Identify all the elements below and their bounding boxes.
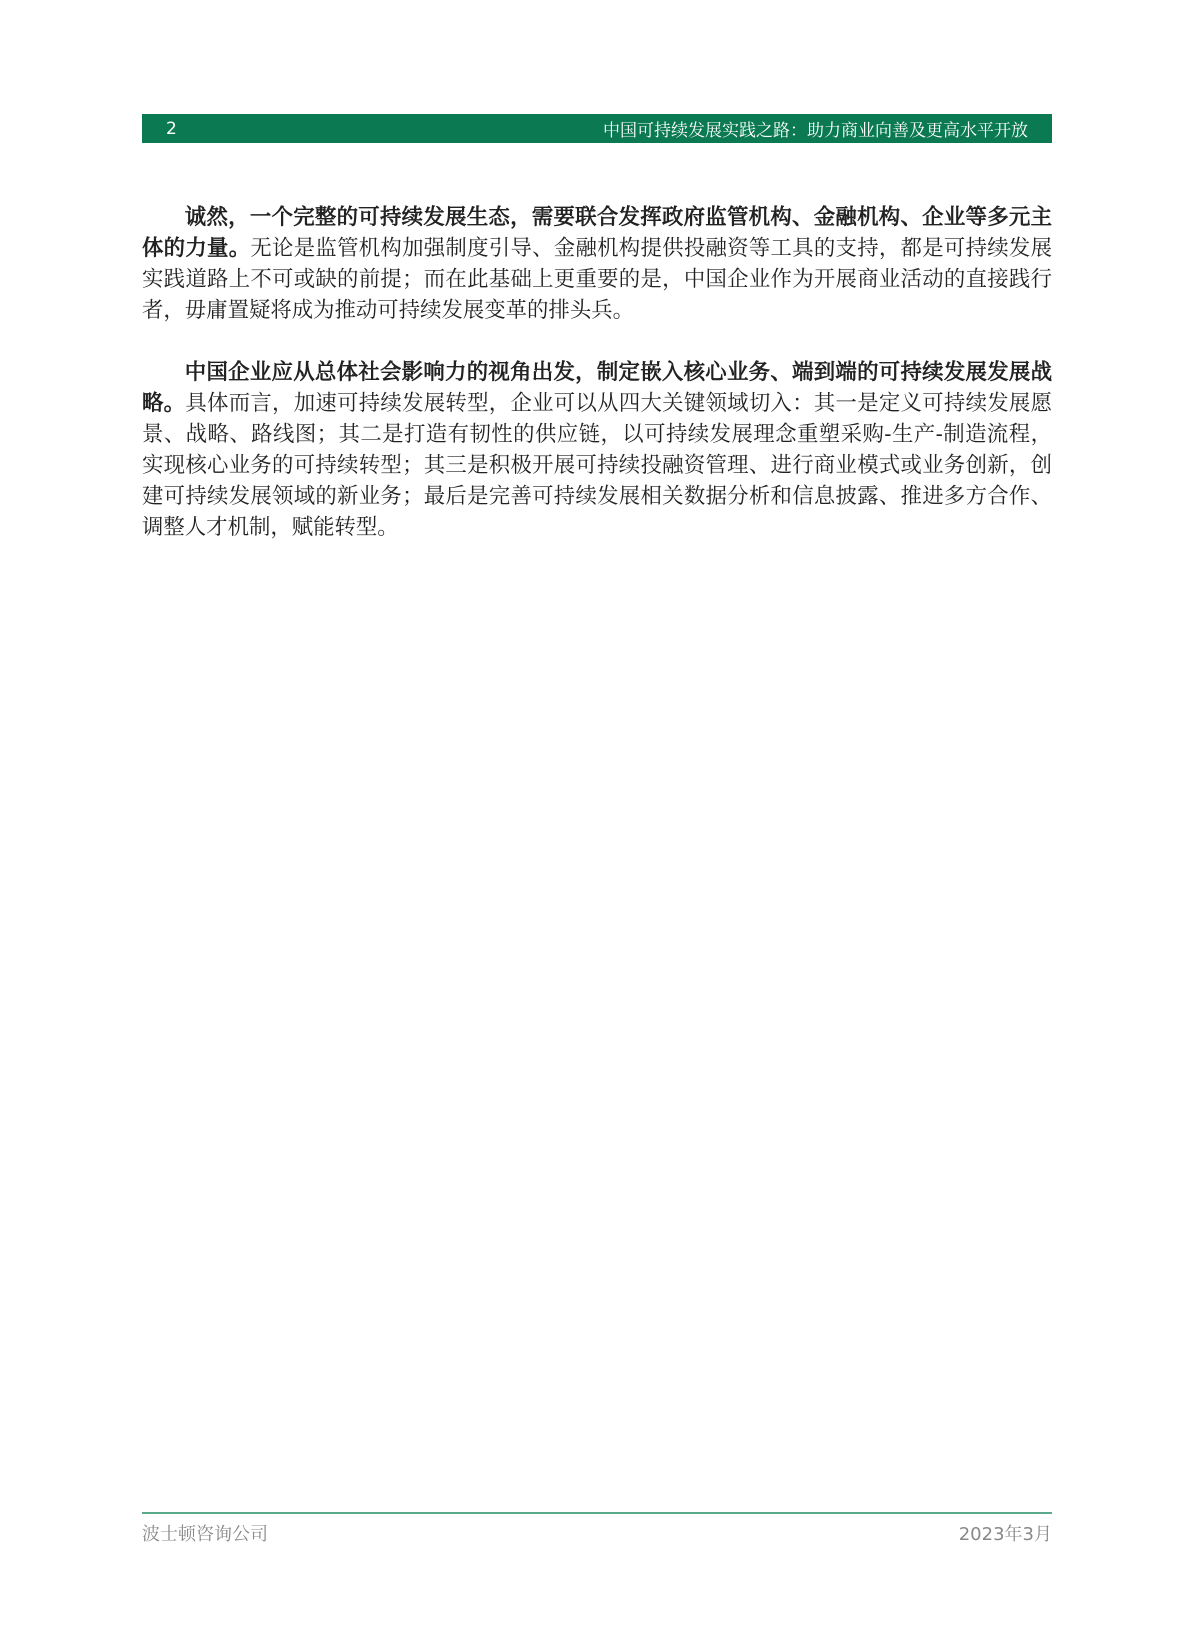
footer-divider — [142, 1512, 1052, 1514]
footer-date: 2023年3月 — [958, 1524, 1052, 1545]
paragraph-body: 无论是监管机构加强制度引导、金融机构提供投融资等工具的支持，都是可持续发展实践道路上不可或缺的前提；而在此基础上更重要的是，中国企业作为开展商业活动的直接践行者，毋庸置疑将成为推动可持续发展变革的排头兵。 — [142, 236, 1052, 323]
page-number: 2 — [166, 118, 177, 139]
paragraph — [142, 357, 1052, 543]
paragraph-lead: 诚然，一个完整的可持续发展生态，需要联合发挥政府监管机构、金融机构、企业等多元主体的力量。 — [142, 205, 1052, 261]
paragraph — [142, 202, 1052, 326]
body-text — [142, 202, 1052, 574]
footer-company: 波士顿咨询公司 — [142, 1524, 268, 1545]
running-header — [142, 114, 1052, 143]
paragraph-body: 具体而言，加速可持续发展转型，企业可以从四大关键领域切入：其一是定义可持续发展愿景、战略、路线图；其二是打造有韧性的供应链，以可持续发展理念重塑采购-生产-制造流程，实现核心业务的可持续转型；其三是积极开展可持续投融资管理、进行商业模式或业务创新，创建可持续发展领域的新业务；最后是完善可持续发展相关数据分析和信息披露、推进多方合作、调整人才机制，赋能转型。 — [142, 391, 1052, 540]
paragraph-lead: 中国企业应从总体社会影响力的视角出发，制定嵌入核心业务、端到端的可持续发展发展战略。 — [142, 360, 1052, 416]
page-footer — [142, 1520, 1052, 1546]
document-title: 中国可持续发展实践之路：助力商业向善及更高水平开放 — [603, 121, 1028, 141]
